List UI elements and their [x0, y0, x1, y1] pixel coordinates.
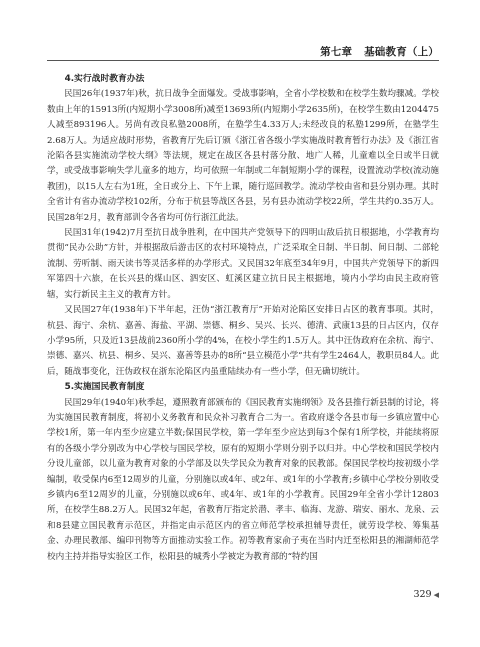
chapter-number: 第七章 — [320, 46, 353, 58]
header-rule — [47, 60, 439, 61]
paragraph: 民国26年(1937年)秋，抗日战争全面爆发。受战事影响，全省小学校数和在校学生数均骤减。学校数由上年的15913所(内短期小学3008所)减至13693所(内短期小学2635所)，在校学生数由1204475人减至893196人。另尚有改良私塾2008所，在塾学生4.33万人;未经改良的私塾1299所，在塾学生2.68万人。为适应战时形势，省教育厅先后订颁《浙江省各级小学实施战时教育暂行办法》及《浙江省沦陷各县实施流动学校大纲》等法规，规定在战区各县村落分散、地广人稀，儿童难以全日或半日就学，或受战事影响失学儿童多的地方，均可依照一年制或二年制短期小学的课程，设置流动学校(流动施教团)，以15人左右为1班，全日或分上、下午上课，随行巡回教学。流动学校由省和县分别办理。其时全省计有省办流动学校102所，分布于杭县等战区各县，另有县办流动学校22所，学生共约0.35万人。民国28年2月，教育部训令各省均可仿行浙江此法。 — [47, 89, 439, 223]
chapter-title: 基础教育（上） — [364, 46, 439, 58]
paragraph: 民国31年(1942)7月至抗日战争胜利，在中国共产党领导下的四明山敌后抗日根据地，小学教育均贯彻“民办公助”方针，并根据敌后游击区的农村环境特点，广泛采取全日制、半日制、间日制、二部轮流制、劳听制、雨天读书等灵活多样的办学形式。又民国32年底至34年9月，中国共产党领导下的新四军第四十六旅，在长兴县的煤山区、泗安区、虹溪区建立抗日民主根据地，境内小学均由民主政府管辖，实行新民主主义的教育方针。 — [47, 228, 439, 300]
section-heading: 5.实施国民教育制度 — [64, 382, 145, 393]
paragraph: 又民国27年(1938年)下半年起，汪伪“浙江教育厅”开始对沦陷区安排日占区的教育事项。其时，杭县、海宁、余杭、嘉善、海盐、平湖、崇德、桐乡、吴兴、长兴、德清、武康13县的日占区内，仅存小学95所，只及近13县战前2360所小学的4%，在校小学生约1.5万人。其中汪伪政府在余杭、海宁、崇德、嘉兴、杭县、桐乡、吴兴、嘉善等县办的8所“县立模范小学”共有学生2464人，教职员84人。此后，随战事变化，汪伪政权在浙东沦陷区内虽重陆续办有一些小学，但无确切统计。 — [47, 305, 439, 377]
running-header — [320, 44, 439, 59]
paragraph: 民国29年(1940年)秋季起，遵照教育部颁布的《国民教育实施纲领》及各县推行新县制的讨论，将为实施国民教育制度，将初小义务教育和民众补习教育合二为一。省政府遂令各县市每一乡镇应置中心学校1所，第一年内至少应建立半数;保国民学校，第一学年至少应达到每3个保有1所学校，并能续将原有的各级小学分别改为中心学校与国民学校，原有的短期小学则分别予以归并。中心学校和国民学校内分设儿童部，以儿童为教育对象的小学部及以失学民众为教育对象的民教部。保国民学校均按初级小学编制，收受保内6至12周岁的儿童，分别施以或4年、或2年、或1年的小学教育;乡镇中心学校分别收受乡镇内6至12周岁的儿童，分别施以或6年、或4年、或1年的小学教育。民国29年全省小学计12803所，在校学生88.2万人。民国32年起，省教育厅指定於潜、孝丰、临海、龙游、瑞安、丽水、龙泉、云和8县建立国民教育示范区，并指定由示范区内的省立师范学校承担辅导责任，就劳设学校、筹集基金、办理民教部、编印刊物等方面推动实验工作。初等教育家俞子夷在当时内迁至松阳县的湘湖师范学校内主持并指导实验区工作，松阳县的城秀小学被定为教育部的“特约国 — [47, 397, 439, 562]
page-number: 329 — [413, 589, 432, 600]
folio-mark-icon: ◀ — [433, 591, 439, 599]
section-heading: 4.实行战时教育办法 — [64, 74, 145, 84]
page-folio — [413, 589, 439, 600]
page-body — [47, 72, 439, 565]
